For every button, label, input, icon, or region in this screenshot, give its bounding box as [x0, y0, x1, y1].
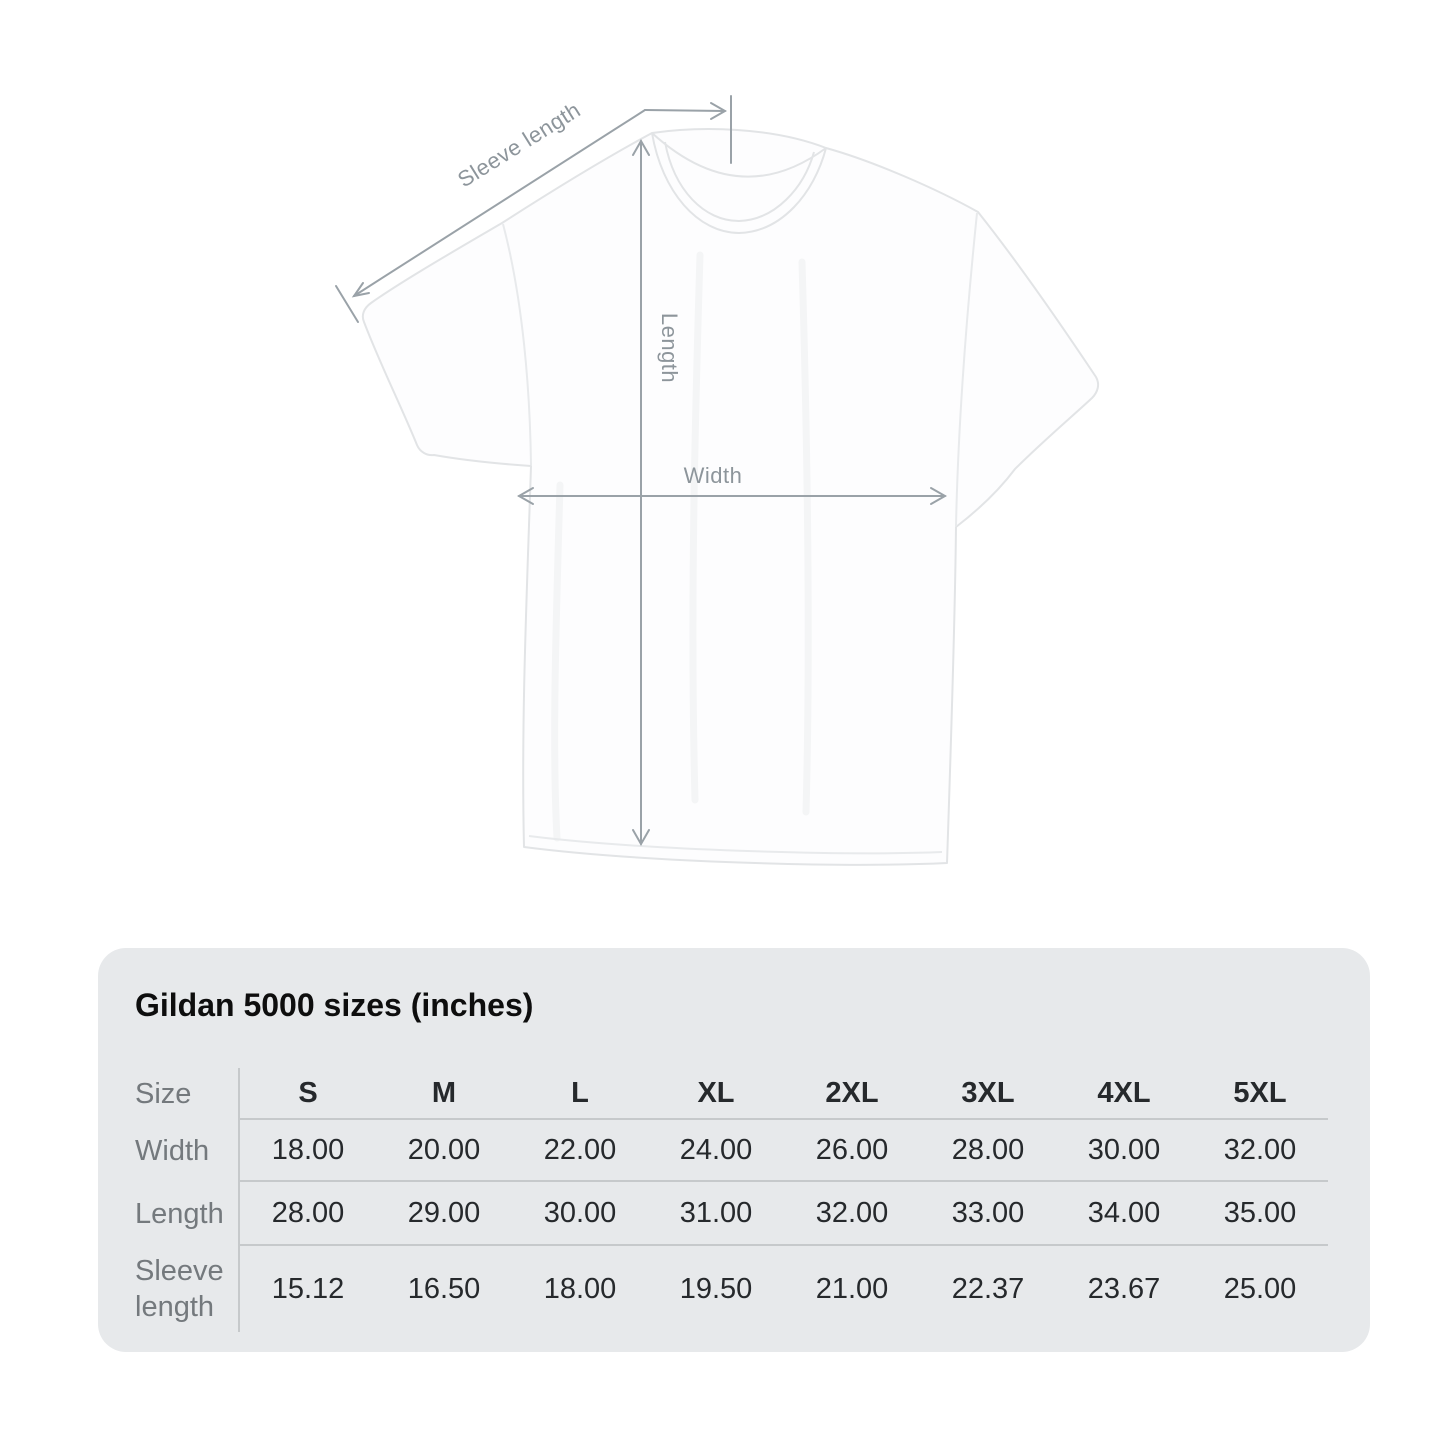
size-value-cell: 32.00 — [1192, 1120, 1328, 1182]
size-table — [135, 1068, 1328, 1332]
row-label: Width — [135, 1120, 240, 1182]
column-header-5xl: 5XL — [1192, 1068, 1328, 1120]
size-value-cell: 26.00 — [784, 1120, 920, 1182]
size-value-cell: 25.00 — [1223, 1272, 1297, 1305]
size-value-cell: 15.12 — [271, 1272, 345, 1305]
width-label: Width — [683, 463, 743, 488]
column-header-l: L — [512, 1068, 648, 1120]
size-value-cell: 21.00 — [815, 1272, 889, 1305]
row-label: Sleeve length — [135, 1246, 240, 1332]
column-header-3xl: 3XL — [920, 1068, 1056, 1120]
column-header-xl: XL — [648, 1068, 784, 1120]
size-value-cell: 35.00 — [1192, 1182, 1328, 1246]
column-header-2xl: 2XL — [784, 1068, 920, 1120]
size-value-cell: 20.00 — [376, 1120, 512, 1182]
size-value-cell: 24.00 — [648, 1120, 784, 1182]
size-value-cell: 28.00 — [240, 1182, 376, 1246]
size-value-cell: 30.00 — [512, 1182, 648, 1246]
size-value-cell: 30.00 — [1056, 1120, 1192, 1182]
size-corner-label: Size — [135, 1068, 240, 1120]
size-value-cell: 22.00 — [512, 1120, 648, 1182]
size-value-cell: 28.00 — [920, 1120, 1056, 1182]
size-value-cell: 33.00 — [920, 1182, 1056, 1246]
size-chart-title: Gildan 5000 sizes (inches) — [135, 987, 534, 1023]
column-header-4xl: 4XL — [1056, 1068, 1192, 1120]
row-label: Length — [135, 1182, 240, 1246]
size-value-cell: 22.37 — [951, 1272, 1025, 1305]
size-value-cell: 18.00 — [543, 1272, 617, 1305]
size-value-cell: 29.00 — [376, 1182, 512, 1246]
size-value-cell: 19.50 — [679, 1272, 753, 1305]
size-value-cell: 31.00 — [648, 1182, 784, 1246]
size-chart-card — [98, 948, 1370, 1352]
size-value-cell: 16.50 — [407, 1272, 481, 1305]
column-header-m: M — [376, 1068, 512, 1120]
size-value-cell: 32.00 — [784, 1182, 920, 1246]
size-value-cell: 34.00 — [1056, 1182, 1192, 1246]
column-header-s: S — [240, 1068, 376, 1120]
length-label: Length — [657, 312, 682, 384]
sleeve-length-label: Sleeve length — [453, 96, 585, 193]
size-value-cell: 23.67 — [1087, 1272, 1161, 1305]
size-value-cell: 18.00 — [240, 1120, 376, 1182]
